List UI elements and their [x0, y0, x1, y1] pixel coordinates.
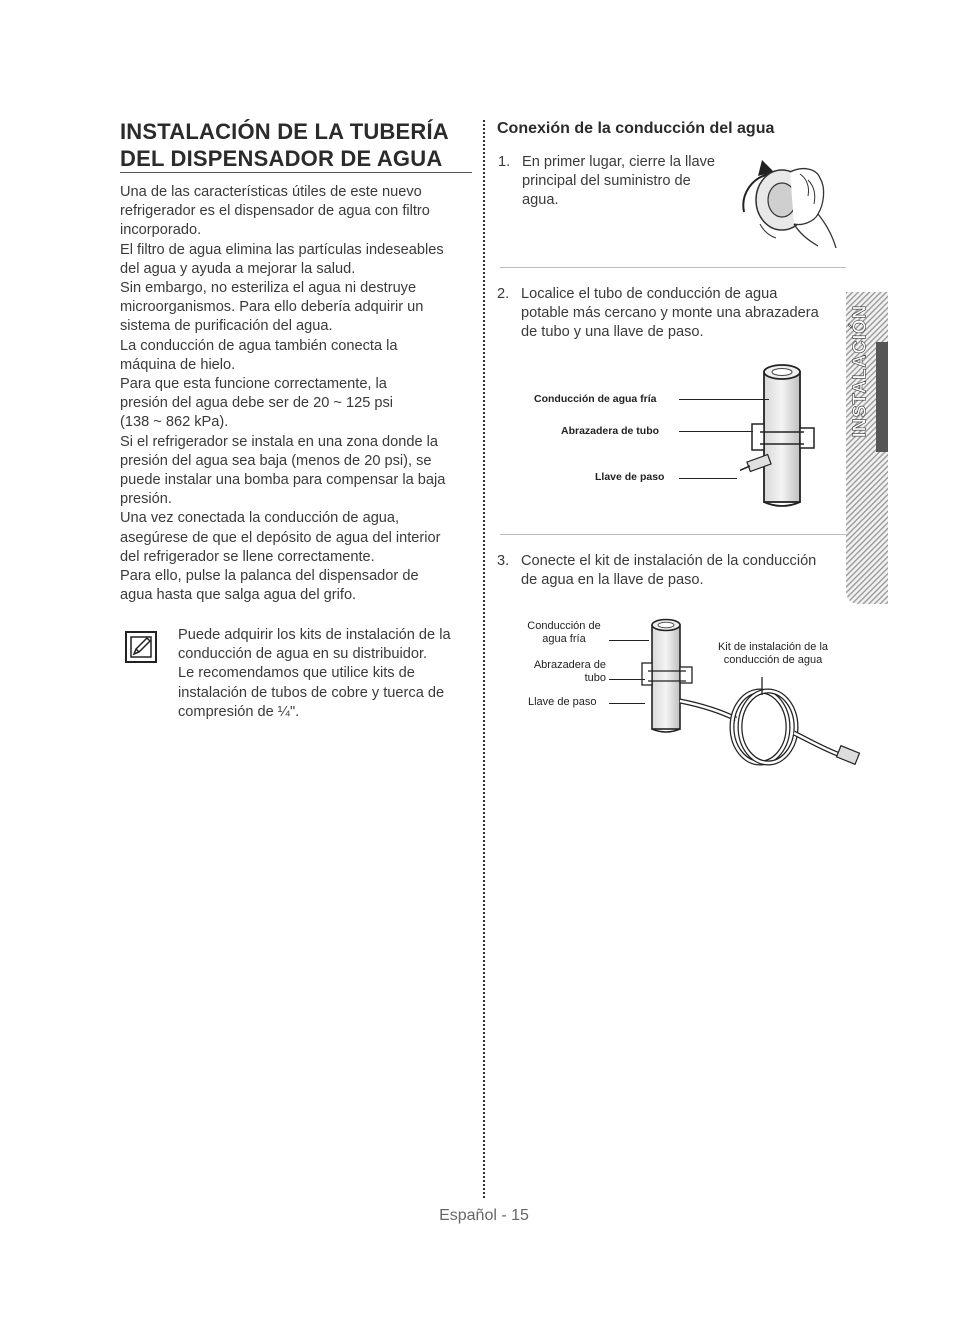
- intro-line: máquina de hielo.: [120, 356, 236, 373]
- step-number: 3.: [497, 553, 510, 569]
- step-3-line: de agua en la llave de paso.: [521, 572, 704, 589]
- pipe-clamp-diagram: [740, 362, 820, 512]
- hand-valve-icon: [730, 152, 842, 252]
- intro-line: puede instalar una bomba para compensar la baja: [120, 472, 446, 489]
- section-title-line2: DEL DISPENSADOR DE AGUA: [120, 146, 443, 171]
- step-1-line: agua.: [522, 192, 559, 209]
- note-line: Le recomendamos que utilice kits de: [178, 665, 415, 682]
- step-1-line: principal del suministro de: [522, 173, 691, 190]
- intro-line: El filtro de agua elimina las partículas indeseables: [120, 241, 444, 258]
- step-number: 2.: [497, 286, 510, 302]
- note-line: conducción de agua en su distribuidor.: [178, 646, 428, 663]
- step-divider: [500, 534, 846, 535]
- intro-line: Una vez conectada la conducción de agua,: [120, 510, 400, 527]
- intro-line: microorganismos. Para ello debería adquirir un: [120, 299, 424, 316]
- step-divider: [500, 267, 846, 268]
- label-valve: Llave de paso: [528, 696, 597, 708]
- intro-paragraph: [120, 183, 475, 605]
- leader-line: [679, 399, 769, 400]
- step-2-line: potable más cercano y monte una abrazadera: [521, 305, 819, 322]
- side-tab-label: [848, 296, 872, 446]
- step-3: [497, 552, 842, 590]
- intro-line: (138 ~ 862 kPa).: [120, 414, 229, 431]
- step-number: 1.: [498, 154, 511, 170]
- intro-line: del refrigerador se llene correctamente.: [120, 548, 375, 565]
- page-number: Español - 15: [439, 1207, 529, 1224]
- label-clamp-line: Abrazadera de: [533, 659, 606, 671]
- step-2-line: de tubo y una llave de paso.: [521, 324, 704, 341]
- intro-line: agua hasta que salga agua del grifo.: [120, 587, 357, 604]
- intro-line: asegúrese de que el depósito de agua del interior: [120, 529, 441, 546]
- leader-line: [679, 431, 753, 432]
- step-2: [497, 285, 842, 343]
- intro-line: presión.: [120, 491, 172, 508]
- label-cold-water-line: agua fría: [542, 633, 586, 645]
- step-3-line: Conecte el kit de instalación de la conducción: [521, 553, 817, 569]
- intro-line: Para que esta funcione correctamente, la: [120, 376, 387, 393]
- leader-line: [609, 640, 649, 641]
- step-1: [498, 153, 728, 211]
- step-1-line: En primer lugar, cierre la llave: [522, 154, 716, 170]
- label-clamp: [522, 659, 606, 685]
- intro-line: Para ello, pulse la palanca del dispensador de: [120, 568, 419, 585]
- note-icon: [124, 630, 158, 664]
- intro-line: presión del agua sea baja (menos de 20 psi), se: [120, 452, 432, 469]
- leader-line: [609, 679, 645, 680]
- intro-line: incorporado.: [120, 222, 202, 239]
- intro-line: refrigerador es el dispensador de agua con filtro: [120, 203, 430, 220]
- label-valve: Llave de paso: [595, 471, 665, 483]
- section-title-line1: INSTALACIÓN DE LA TUBERÍA: [120, 119, 449, 144]
- connection-title: Conexión de la conducción del agua: [497, 120, 775, 137]
- label-clamp: Abrazadera de tubo: [561, 425, 660, 437]
- intro-line: sistema de purificación del agua.: [120, 318, 333, 335]
- label-kit-line: conducción de agua: [723, 654, 823, 666]
- label-cold-water: [522, 620, 606, 646]
- note-line: instalación de tubos de cobre y tuerca de: [178, 684, 445, 701]
- label-clamp-line: tubo: [584, 672, 606, 684]
- leader-line: [679, 478, 737, 479]
- label-kit: [698, 641, 848, 667]
- note-text: [178, 626, 473, 722]
- label-cold-water: Conducción de agua fría: [534, 393, 657, 405]
- intro-line: presión del agua debe ser de 20 ~ 125 psi: [120, 395, 394, 412]
- install-kit-diagram: [610, 615, 868, 770]
- intro-line: Sin embargo, no esteriliza el agua ni destruye: [120, 280, 417, 297]
- intro-line: Si el refrigerador se instala en una zona donde la: [120, 433, 439, 450]
- step-2-line: Localice el tubo de conducción de agua: [521, 286, 778, 302]
- intro-line: Una de las características útiles de este nuevo: [120, 184, 422, 200]
- note-line: compresión de ¼".: [178, 703, 300, 720]
- column-divider: [483, 120, 485, 1198]
- leader-line: [609, 703, 645, 704]
- section-title: [120, 118, 480, 172]
- title-divider: [120, 172, 472, 173]
- note-line: Puede adquirir los kits de instalación de la: [178, 627, 451, 643]
- label-kit-line: Kit de instalación de la: [717, 641, 829, 653]
- intro-line: La conducción de agua también conecta la: [120, 337, 398, 354]
- label-cold-water-line: Conducción de: [527, 620, 601, 632]
- intro-line: del agua y ayuda a mejorar la salud.: [120, 260, 356, 277]
- side-tab-text: INSTALACIÓN: [849, 304, 870, 438]
